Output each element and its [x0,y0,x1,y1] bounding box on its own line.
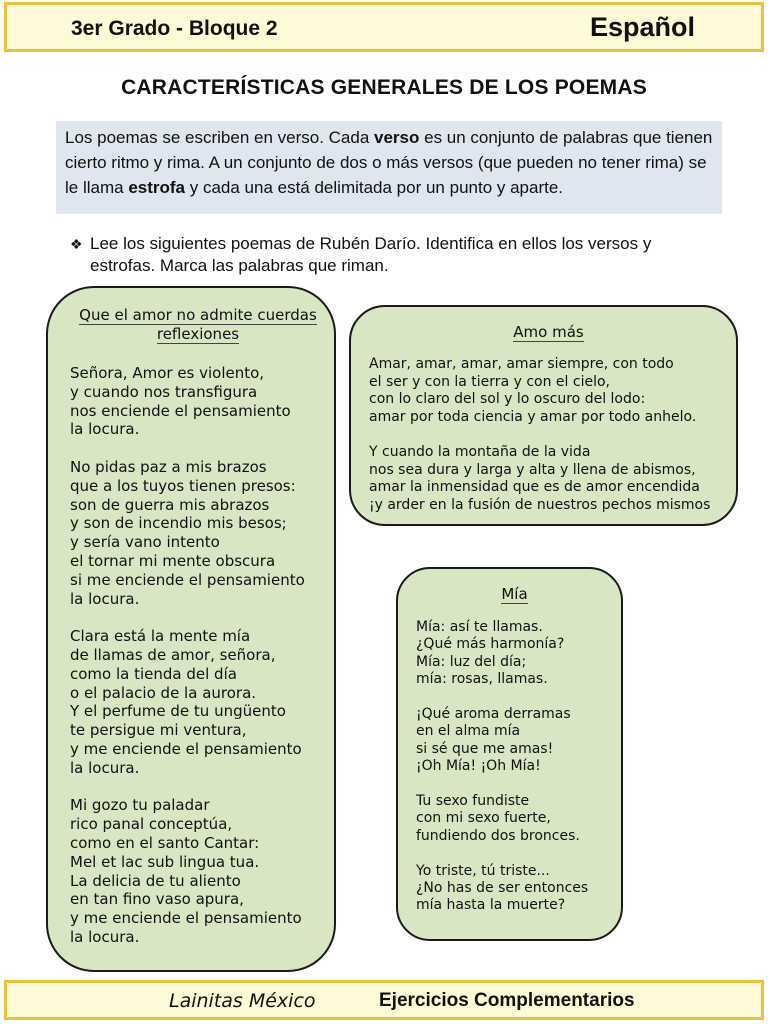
intro-text: y cada una está delimitada por un punto y aparte. [185,178,564,197]
poem-box-mia [396,567,623,941]
diamond-bullet-icon: ❖ [70,236,83,252]
poem-stanza: ¡Qué aroma derramas en el alma mía si sé que me amas! ¡Oh Mía! ¡Oh Mía! [416,706,571,775]
footer-site: Lainitas México [169,990,316,1012]
poem-box-amo-mas [349,305,738,526]
term-estrofa: estrofa [128,178,185,197]
poem-title: Mía [501,585,528,603]
footer-banner [4,980,764,1020]
instruction [70,233,710,277]
poem-stanza: Señora, Amor es violento, y cuando nos transfigura nos enciende el pensamiento la locura. [70,364,291,439]
poem-title: Amo más [513,323,584,341]
poem-stanza: Y cuando la montaña de la vida nos sea dura y larga y alta y llena de abismos, amar la inmensidad que es de amor encendida ¡y arder en la fusión de nuestros pechos mismos [369,443,711,513]
header-banner [4,2,764,52]
poem-stanza: Amar, amar, amar, amar siempre, con todo el ser y con la tierra y con el cielo, con lo claro del sol y lo oscuro del lodo: amar por toda ciencia y amar por todo anhelo. [369,356,697,425]
intro-text: es un conjunto de palabras que tienen cierto ritmo y rima. A un conjunto de dos o más versos (que pueden no tener rima) se le llama [65,128,713,197]
intro-text: Los poemas se escriben en verso. Cada [65,128,375,147]
poem-stanza: Clara está la mente mía de llamas de amor, señora, como la tienda del día o el palacio de la aurora. Y el perfume de tu ungüento te persigue mi ventura, y me enciende el pensamiento la locura. [70,627,302,777]
term-verso: verso [374,128,420,147]
intro-box [56,121,722,214]
poem-stanza: Yo triste, tú triste... ¿No has de ser entonces mía hasta la muerte? [416,862,589,914]
subject-label: Español [589,12,695,42]
instruction-text: Lee los siguientes poemas de Rubén Darío. Identifica en ellos los versos y estrofas. Marca las palabras que riman. [90,234,652,275]
poem-stanza: Mi gozo tu paladar rico panal conceptúa, como en el santo Cantar: Mel et lac sub lingua tua. La delicia de tu aliento en tan fino vaso apura, y me enciende el pensamiento la locura. [70,796,302,946]
poem-stanza: Tu sexo fundiste con mi sexo fuerte, fundiendo dos bronces. [416,793,580,844]
footer-label: Ejercicios Complementarios [379,990,635,1011]
grade-label: 3er Grado - Bloque 2 [71,17,278,40]
page-title: CARACTERÍSTICAS GENERALES DE LOS POEMAS [121,76,647,99]
poem-stanza: Mía: así te llamas. ¿Qué más harmonía? Mía: luz del día; mía: rosas, llamas. [416,619,565,688]
poem-title: Que el amor no admite cuerdas reflexiones [79,306,317,343]
poem-stanza: No pidas paz a mis brazos que a los tuyos tienen presos: son de guerra mis abrazos y son de incendio mis besos; y sería vano intento el tornar mi mente obscura si me enciende el pensamiento la locura. [70,457,305,608]
poem-box-amor-reflexiones [46,286,336,972]
